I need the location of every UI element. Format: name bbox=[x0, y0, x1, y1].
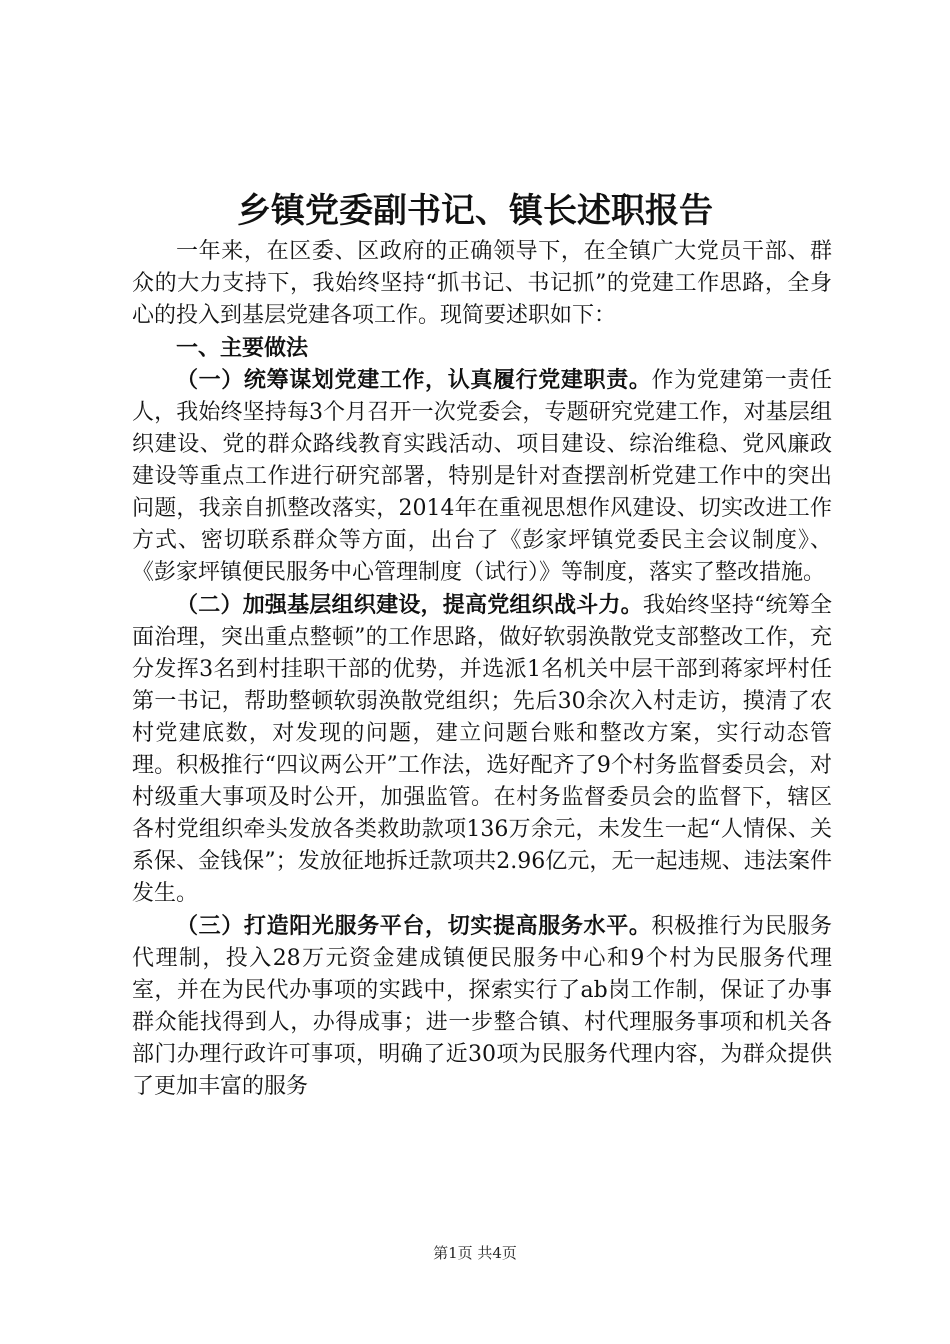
section-heading: 一、主要做法 bbox=[176, 335, 309, 361]
item-paragraph-3 bbox=[132, 910, 832, 1103]
page-number-footer: 第1页 共4页 bbox=[433, 1244, 517, 1262]
item-paragraph-2 bbox=[132, 589, 832, 910]
document-body bbox=[132, 236, 832, 1103]
item-heading-1: （一）统筹谋划党建工作，认真履行党建职责。 bbox=[176, 367, 652, 393]
item-text-2: 我始终坚持“统筹全面治理，突出重点整顿”的工作思路，做好软弱涣散党支部整改工作，充分发挥3名到村挂职干部的优势，并选派1名机关中层干部到蒋家坪村任第一书记，帮助整顿软弱涣散党组织；先后30余次入村走访，摸清了农村党建底数，对发现的问题，建立问题台账和整改方案，实行动态管理。积极推行“四议两公开”工作法，选好配齐了9个村务监督委员会，对村级重大事项及时公开，加强监管。在村务监督委员会的监督下，辖区各村党组织牵头发放各类救助款项136万余元，未发生一起“人情保、关系保、金钱保”；发放征地拆迁款项共2.96亿元，无一起违规、违法案件发生。 bbox=[132, 593, 832, 906]
intro-paragraph: 一年来，在区委、区政府的正确领导下，在全镇广大党员干部、群众的大力支持下，我始终坚持“抓书记、书记抓”的党建工作思路，全身心的投入到基层党建各项工作。现简要述职如下： bbox=[132, 239, 832, 328]
item-heading-3: （三）打造阳光服务平台，切实提高服务水平。 bbox=[176, 913, 652, 939]
item-text-3: 积极推行为民服务代理制，投入28万元资金建成镇便民服务中心和9个村为民服务代理室，并在为民代办事项的实践中，探索实行了ab岗工作制，保证了办事群众能找得到人，办得成事；进一步整合镇、村代理服务事项和机关各部门办理行政许可事项，明确了近30项为民服务代理内容，为群众提供了更加丰富的服务 bbox=[132, 914, 832, 1099]
item-heading-2: （二）加强基层组织建设，提高党组织战斗力。 bbox=[176, 592, 643, 618]
item-paragraph-1 bbox=[132, 364, 832, 589]
document-title: 乡镇党委副书记、镇长述职报告 bbox=[237, 191, 713, 231]
item-text-1: 作为党建第一责任人，我始终坚持每3个月召开一次党委会，专题研究党建工作，对基层组织建设、党的群众路线教育实践活动、项目建设、综治维稳、党风廉政建设等重点工作进行研究部署，特别是针对查摆剖析党建工作中的突出问题，我亲自抓整改落实，2014年在重视思想作风建设、切实改进工作方式、密切联系群众等方面，出台了《彭家坪镇党委民主会议制度》、《彭家坪镇便民服务中心管理制度（试行）》等制度，落实了整改措施。 bbox=[132, 368, 832, 585]
